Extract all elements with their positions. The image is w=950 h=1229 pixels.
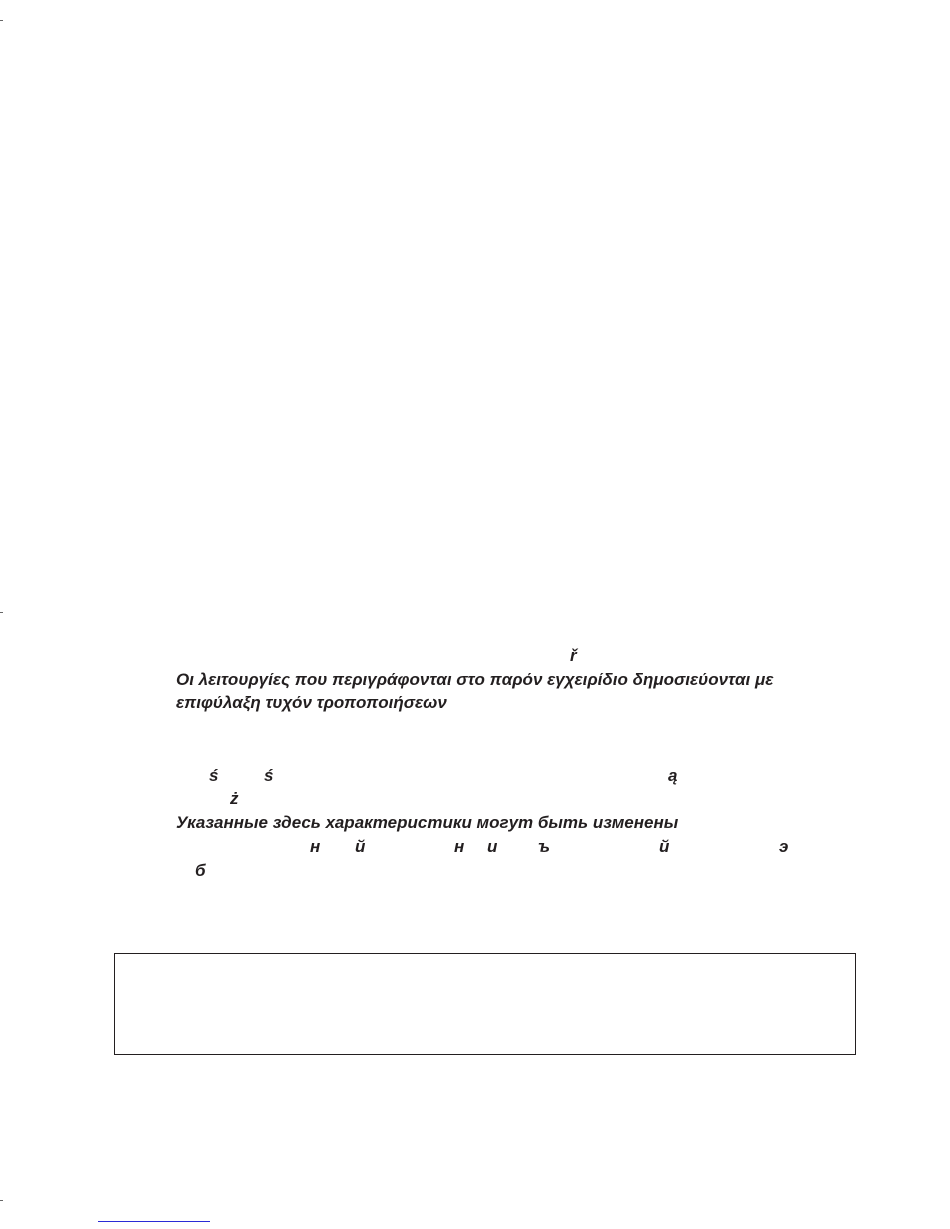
russian-disclaimer-line: Указанные здесь характеристики могут быть изменены bbox=[176, 813, 679, 832]
edge-tick bbox=[0, 1200, 3, 1201]
notice-box bbox=[114, 953, 856, 1055]
polish-disclaimer-fragment: ż bbox=[230, 789, 239, 808]
bulgarian-disclaimer-fragment: й bbox=[355, 837, 366, 856]
polish-disclaimer-fragment: ś bbox=[209, 766, 219, 785]
edge-tick bbox=[0, 612, 3, 613]
bulgarian-disclaimer-fragment: б bbox=[195, 861, 206, 880]
greek-disclaimer-line-1: Οι λειτουργίες που περιγράφονται στο παρόν εγχειρίδιο δημοσιεύονται με bbox=[176, 670, 774, 689]
polish-disclaimer-fragment: ś bbox=[264, 766, 274, 785]
bulgarian-disclaimer-fragment: и bbox=[487, 837, 498, 856]
polish-disclaimer-fragment: ą bbox=[668, 766, 678, 785]
czech-disclaimer-fragment: ř bbox=[570, 646, 577, 665]
bulgarian-disclaimer-fragment: й bbox=[659, 837, 670, 856]
bottom-rule bbox=[98, 1221, 210, 1222]
bulgarian-disclaimer-fragment: н bbox=[454, 837, 465, 856]
edge-tick bbox=[0, 20, 3, 21]
greek-disclaimer-line-2: επιφύλαξη τυχόν τροποποιήσεων bbox=[176, 693, 447, 712]
bulgarian-disclaimer-fragment: н bbox=[310, 837, 321, 856]
bulgarian-disclaimer-fragment: ъ bbox=[538, 837, 551, 856]
bulgarian-disclaimer-fragment: э bbox=[779, 837, 789, 856]
